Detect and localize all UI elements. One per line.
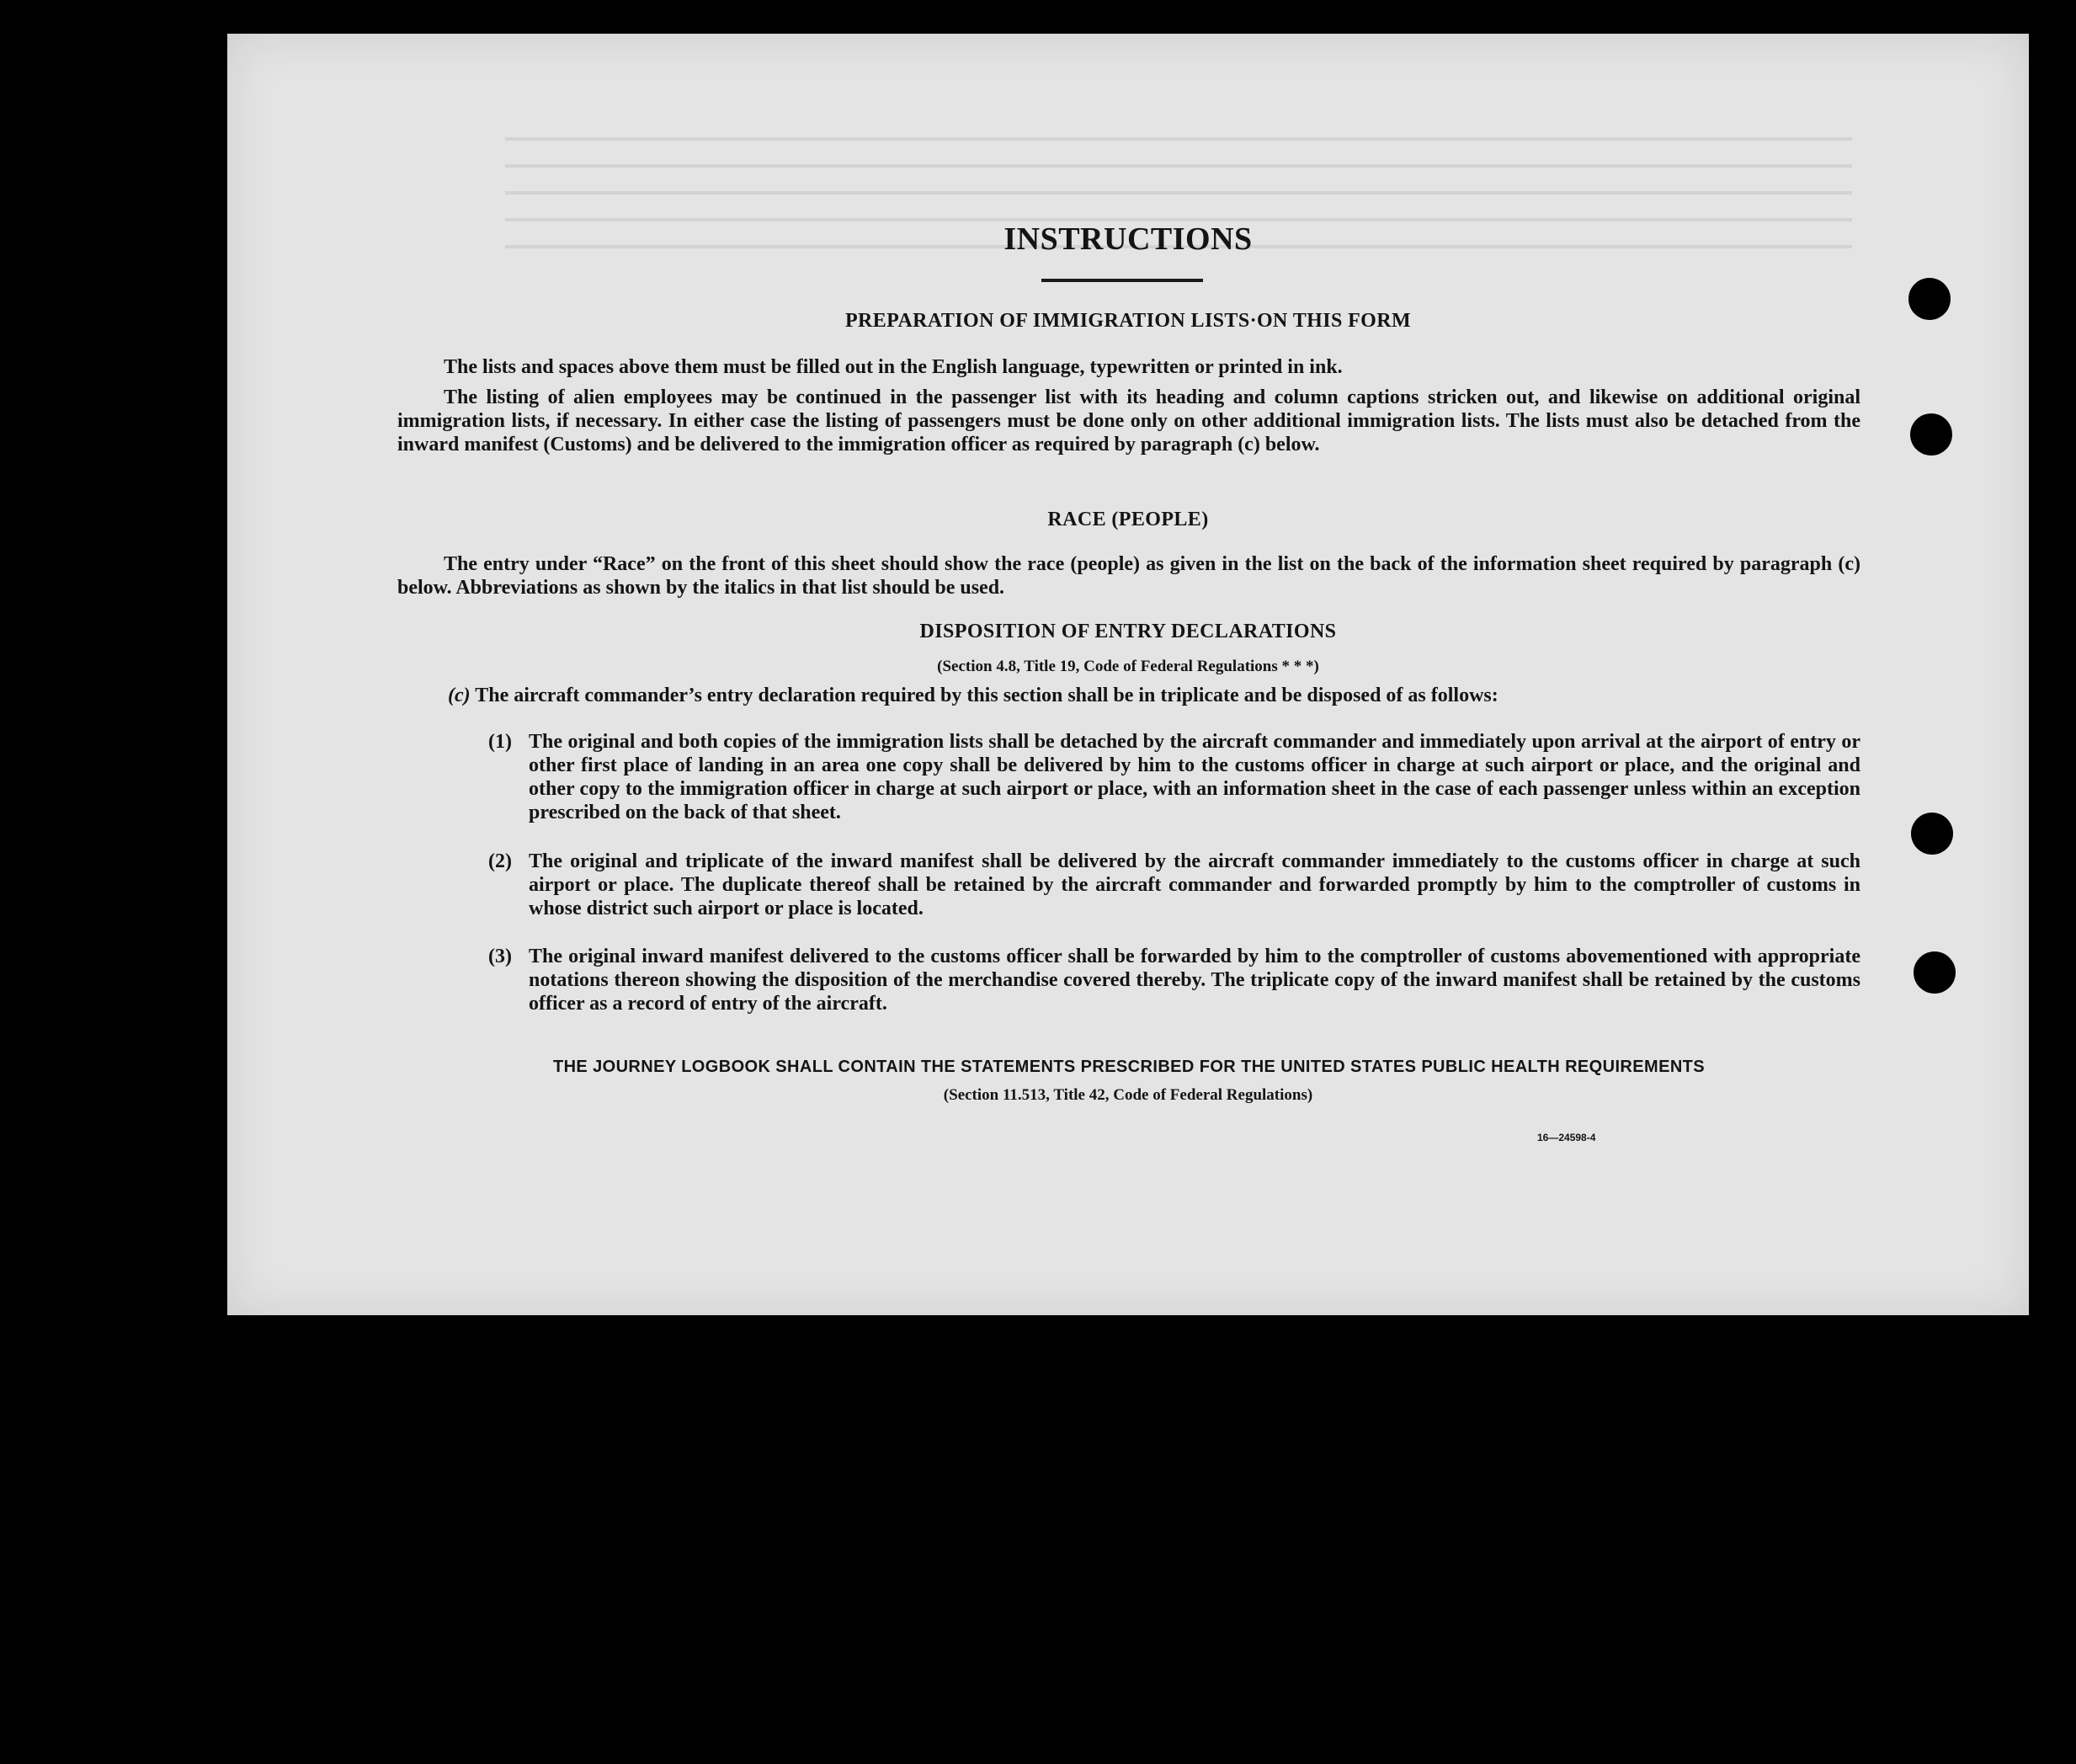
health-requirements-reference: (Section 11.513, Title 42, Code of Federal Regulations) — [943, 1086, 1313, 1104]
disposition-item-text: The original and triplicate of the inward manifest shall be delivered by the aircraft commander immediately to the customs officer in charge at such airport or place. The duplicate thereof shall be retained by the aircraft commander and forwarded promptly by him to the comptroller of customs in whose district such airport or place is located. — [529, 850, 1860, 919]
disposition-heading: DISPOSITION OF ENTRY DECLARATIONS — [919, 621, 1337, 642]
punch-hole — [1910, 413, 1952, 456]
disposition-item-label: (1) — [488, 731, 512, 753]
race-heading: RACE (PEOPLE) — [1047, 509, 1209, 530]
title-divider — [1041, 279, 1203, 282]
document-title: INSTRUCTIONS — [1003, 221, 1253, 257]
disposition-intro-label: (c) — [448, 685, 471, 706]
document-sheet — [227, 34, 2029, 1315]
punch-hole — [1908, 278, 1951, 320]
disposition-item-label: (3) — [488, 946, 512, 967]
preparation-paragraph-1: The lists and spaces above them must be filled out in the English language, typewritten or printed in ink. — [444, 356, 1343, 378]
disposition-intro-text: The aircraft commander’s entry declaration required by this section shall be in triplicate and be disposed of as follows: — [475, 685, 1498, 706]
disposition-item-text: The original inward manifest delivered to the customs officer shall be forwarded by him to the comptroller of customs abovementioned with appropriate notations thereon showing the disposition of the merchandise covered thereby. The triplicate copy of the inward manifest shall be retained by the customs officer as a record of entry of the aircraft. — [529, 946, 1860, 1015]
bleed-through-text — [505, 114, 1852, 290]
disposition-item-label: (2) — [488, 850, 512, 872]
punch-hole — [1911, 813, 1953, 855]
disposition-item-1 — [488, 730, 1860, 824]
disposition-item-2 — [488, 850, 1860, 920]
form-number: 16—24598‑4 — [1537, 1132, 1596, 1143]
disposition-item-3 — [488, 945, 1860, 1015]
punch-hole — [1914, 951, 1956, 994]
disposition-intro — [448, 684, 1860, 707]
preparation-heading: PREPARATION OF IMMIGRATION LISTS·ON THIS FORM — [844, 310, 1412, 332]
race-paragraph: The entry under “Race” on the front of this sheet should show the race (people) as given in the list on the back of the information sheet required by paragraph (c) below. Abbreviations as shown by the italics in that list should be used. — [397, 553, 1860, 599]
health-requirements-statement: THE JOURNEY LOGBOOK SHALL CONTAIN THE STATEMENTS PRESCRIBED FOR THE UNITED STATES PUBLIC HEALTH REQUIREMENTS — [552, 1058, 1706, 1076]
disposition-reference: (Section 4.8, Title 19, Code of Federal Regulations * * *) — [937, 658, 1319, 675]
preparation-paragraph-2: The listing of alien employees may be continued in the passenger list with its heading and column captions stricken out, and likewise on additional original immigration lists, if necessary. In either case the listing of passengers must be done only on other additional immigration lists. The lists must also be detached from the inward manifest (Customs) and be delivered to the immigration officer as required by paragraph (c) below. — [397, 386, 1860, 456]
disposition-item-text: The original and both copies of the immigration lists shall be detached by the aircraft commander and immediately upon arrival at the airport of entry or other first place of landing in an area one copy shall be delivered by him to the customs officer in charge at such airport or place, and the original and other copy to the immigration officer in charge at such airport or place, with an information sheet in the case of each passenger unless within an exception prescribed on the back of that sheet. — [529, 731, 1860, 823]
